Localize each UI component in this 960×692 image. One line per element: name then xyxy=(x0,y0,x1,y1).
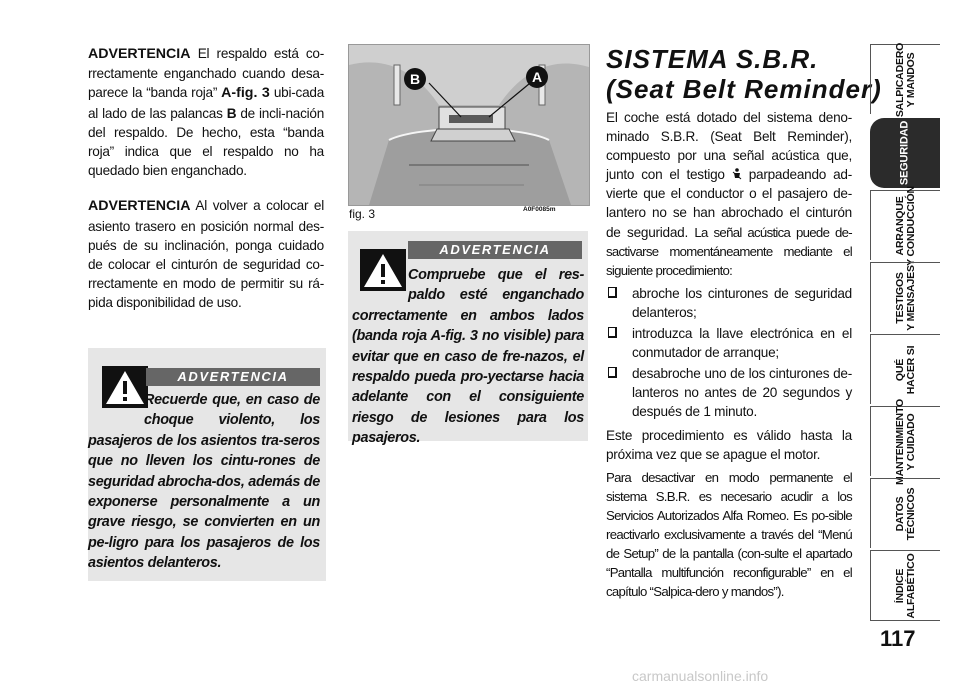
procedure-list xyxy=(606,284,852,422)
list-item xyxy=(606,324,852,362)
tab-label: TESTIGOS Y MENSAJES xyxy=(893,264,917,331)
tab-testigos[interactable] xyxy=(870,262,940,332)
warning-text xyxy=(88,390,320,574)
intro-paragraph xyxy=(606,108,852,280)
tab-seguridad[interactable] xyxy=(870,118,940,188)
tab-indice[interactable] xyxy=(870,550,940,620)
tabs-bottom-divider xyxy=(870,620,940,621)
tab-label: DATOS TÉCNICOS xyxy=(893,487,917,540)
paragraph-text: parpadeando ad-vierte que el conductor o el pasajero de-lantero no se han abrochado el cinturón de seguridad. xyxy=(606,167,852,240)
tab-datos-tecnicos[interactable] xyxy=(870,478,940,548)
warning-body: Compruebe que el res-paldo esté enganchado correctamente en ambos lados (banda roja A-fig. 3 no visible) para evitar que en caso de fre-nazos, el respaldo pueda pro-yectarse hacia adelante con el consiguiente riesgo de lesiones para los pasajeros. xyxy=(352,267,584,447)
section-title-line2: (Seat Belt Reminder) xyxy=(606,74,882,104)
tab-arranque[interactable] xyxy=(870,185,940,266)
paragraph-text: El coche está dotado del sistema deno-minado S.B.R. (Seat Belt Reminder), compuesto por una señal acústica que, junto con el testigo xyxy=(606,110,852,183)
warning-heading: ADVERTENCIA xyxy=(408,241,582,259)
tab-label: MANTENIMIENTO Y CUIDADO xyxy=(893,398,917,485)
deactivation-paragraph: Para desactivar en modo permanente el sistema S.B.R. es necesario acudir a los Servicios Autorizados Alfa Romeo. Es po-sible reactivarlo exclusivamente a través del “Menú de Setup” de la pantalla (con-sulte el apartado “Pantalla multifunción reconfigurable” en el capítulo “Salpica-dero y mandos”). xyxy=(606,469,852,600)
paragraph-text: de incli-nación del respaldo. De hecho, esta “banda roja” indica que el respaldo no ha quedado bien enganchado. xyxy=(88,105,325,179)
seat-belt-warning-icon xyxy=(732,168,742,180)
list-item-text: introduzca la llave electrónica en el conmutador de arranque; xyxy=(632,326,852,361)
validity-paragraph: Este procedimiento es válido hasta la próxima vez que se apague el motor. xyxy=(606,427,852,462)
callout-b-label: B xyxy=(409,71,421,87)
tab-que-hacer-si[interactable] xyxy=(870,334,940,404)
warning-paragraph-2 xyxy=(88,196,324,312)
tab-salpicadero[interactable] xyxy=(870,42,940,117)
paragraph-text: La señal acústica puede de-sactivarse momentáneamente mediante el siguiente procedimiento: xyxy=(606,224,853,278)
right-column xyxy=(606,108,852,605)
checkbox-bullet-icon xyxy=(608,327,617,338)
paragraph-text: Al volver a colocar el asiento trasero en posición normal des-pués de su inclinación, ponga cuidado de colocar el cinturón de seguridad co-rrectamente en modo de permitir su rá-pida disponibilidad de uso. xyxy=(88,198,324,311)
left-column xyxy=(88,44,324,329)
list-item xyxy=(606,364,852,421)
callout-a-label: A xyxy=(531,69,543,85)
warning-text xyxy=(352,265,584,449)
tab-label: SEGURIDAD xyxy=(898,120,911,186)
warning-heading: ADVERTENCIA xyxy=(146,368,320,386)
warning-paragraph-1 xyxy=(88,44,324,180)
warning-body: Recuerde que, en caso de choque violento, los pasajeros de los asientos tra-seros que no lleven los cintu-rones de seguridad abrocha-dos, además de exponerse personalmente a un grave riesgo, se convierten en un pe-ligro para los pasajeros de los asientos delanteros. xyxy=(88,392,320,572)
paragraph-text: El respaldo está co-rrectamente enganchado cuando desa-parece la “banda roja” xyxy=(88,46,324,101)
figure-reference: A-fig. 3 xyxy=(221,85,270,102)
figure-code: A0F0085m xyxy=(523,206,556,213)
section-title-line1: SISTEMA S.B.R. xyxy=(606,44,819,74)
tab-label: ÍNDICE ALFABÉTICO xyxy=(893,552,917,619)
lever-label-b: B xyxy=(226,105,237,121)
advertencia-keyword: ADVERTENCIA xyxy=(88,198,191,215)
tab-label: SALPICADERO Y MANDOS xyxy=(893,42,917,117)
list-item-text: abroche los cinturones de seguridad delanteros; xyxy=(632,285,852,320)
figure-3 xyxy=(348,44,590,206)
figure-caption: fig. 3 xyxy=(349,207,376,221)
tab-mantenimiento[interactable] xyxy=(870,398,940,485)
warning-box-left xyxy=(88,348,326,581)
tab-label: QUÉ HACER SI xyxy=(893,345,917,394)
paragraph-text: ubi-cada al lado de las palancas xyxy=(88,85,325,121)
seat-latch-illustration xyxy=(349,45,589,205)
tab-label: ARRANQUE Y CONDUCCIÓN xyxy=(893,185,917,266)
page-number: 117 xyxy=(880,626,916,651)
warning-box-center xyxy=(348,231,588,447)
checkbox-bullet-icon xyxy=(608,367,617,378)
list-item-text: desabroche uno de los cinturones de-lanteros no antes de 20 segundos y después de 1 minuto. xyxy=(632,366,852,420)
advertencia-keyword: ADVERTENCIA xyxy=(88,46,191,62)
list-item xyxy=(606,284,852,322)
section-title xyxy=(606,44,882,104)
watermark: carmanualsonline.info xyxy=(632,668,769,684)
checkbox-bullet-icon xyxy=(608,287,617,298)
